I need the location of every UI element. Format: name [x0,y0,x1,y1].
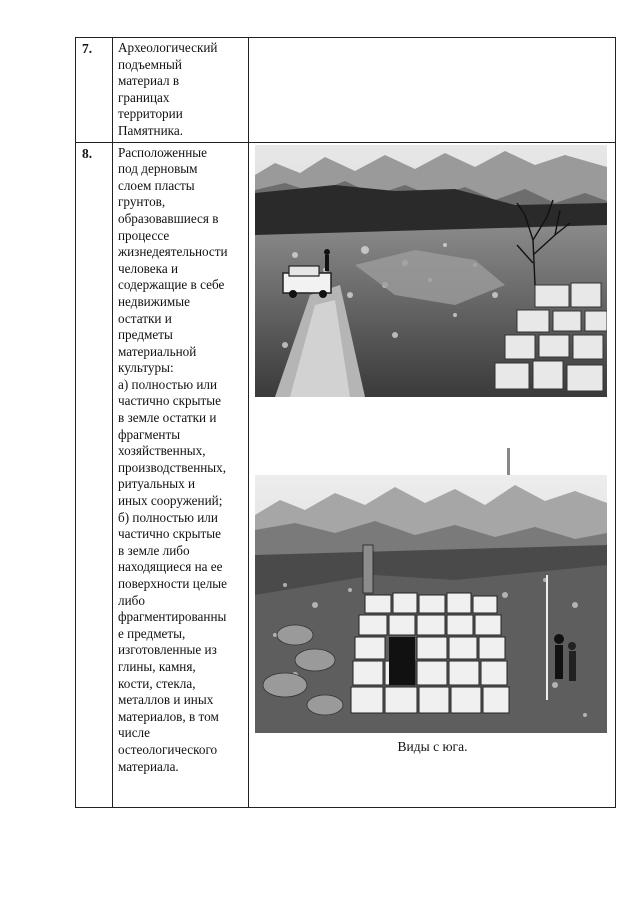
row-number: 7. [76,38,113,143]
table-row [76,38,616,143]
row-description: Расположенные под дерновым слоем пласты грунтов, образовавшиеся в процессе жизнедеятельности человека и содержащие в себе недвижимые остатки и предметы материальной культуры: а) полностью или частично скрытые в земле остатки и фрагменты хозяйственных, производственных, ритуальных и иных сооружений; б) полностью или частично скрытые в земле либо находящиеся на ее поверхности целые либо фрагментированны е предметы, изготовленные из глины, камня, кости, стекла, металлов и иных материалов, в том числе остеологического материала. [113,142,249,807]
photo-cell [249,142,616,807]
monument-table [75,37,616,808]
site-photo-road-view [255,145,607,397]
row-description: Археологический подъемный материал в границах территории Памятника. [113,38,249,143]
empty-image-cell [249,38,616,143]
site-photo-stone-building [255,475,607,733]
photo-caption: Виды с юга. [397,738,468,754]
table-row [76,142,616,807]
scan-artifact [507,448,510,476]
row-number: 8. [76,142,113,807]
